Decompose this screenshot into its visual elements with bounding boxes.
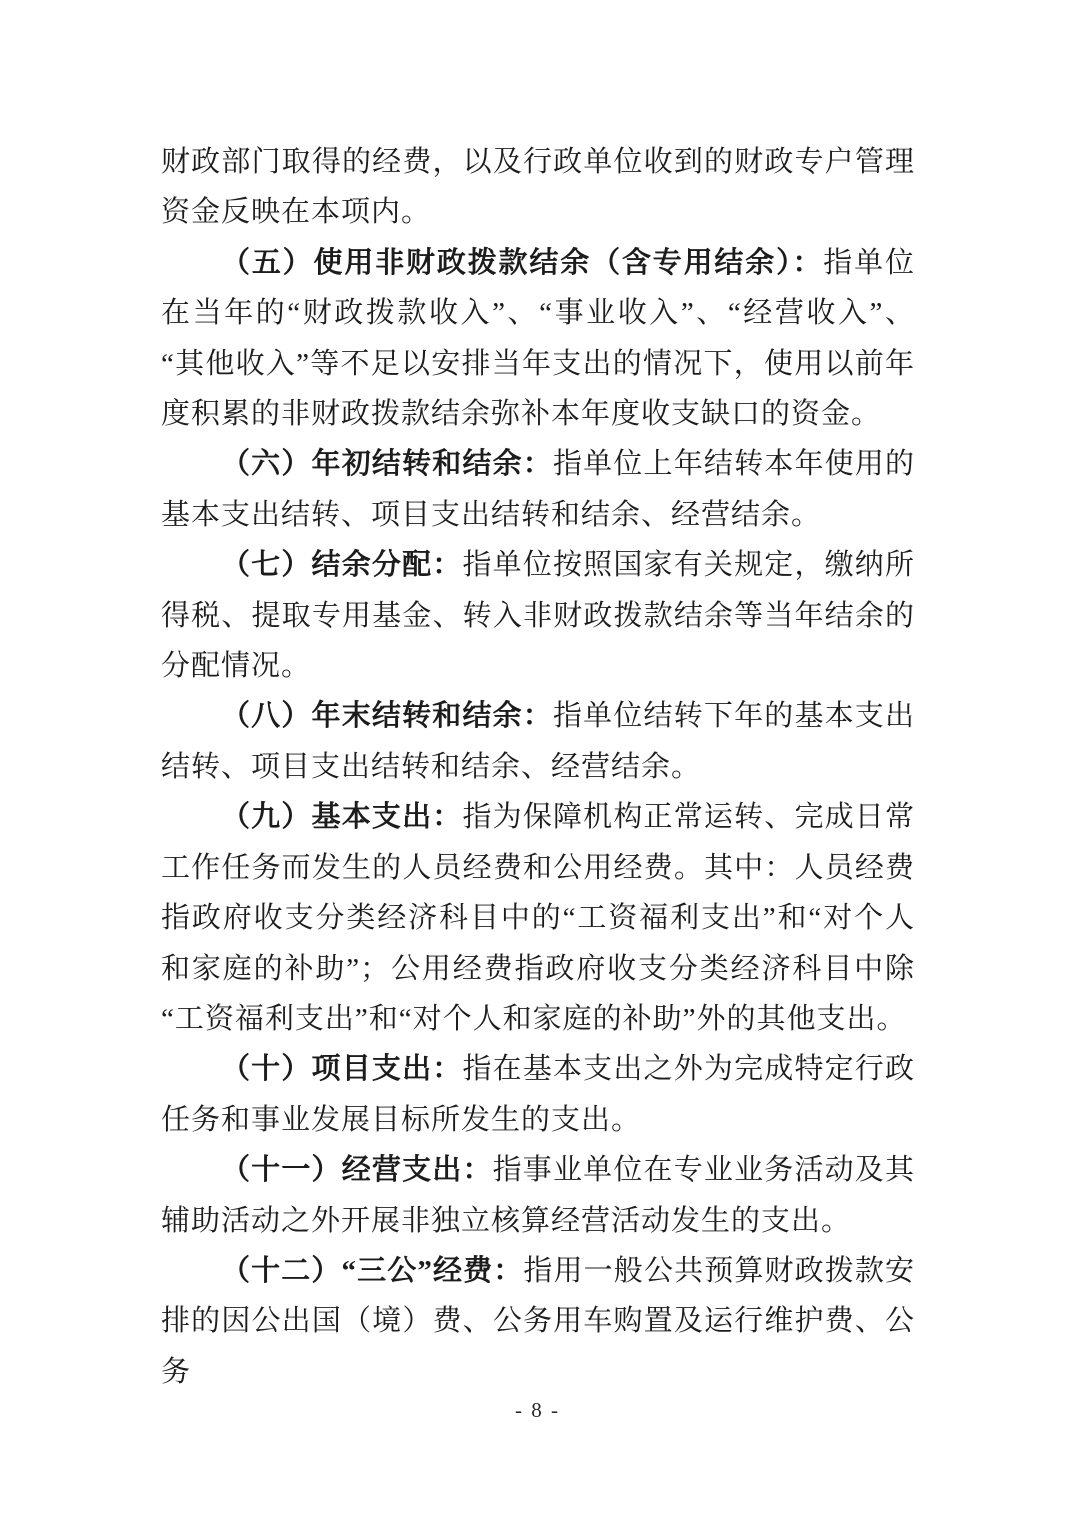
paragraph-text: 指单位按照国家有关规定，缴纳所得税、提取专用基金、转入非财政拨款结余等当年结余的分配情况。 xyxy=(161,549,915,683)
paragraph-text: 财政部门取得的经费，以及行政单位收到的财政专户管理资金反映在本项内。 xyxy=(161,146,915,229)
document-body xyxy=(161,137,915,1397)
paragraph xyxy=(161,792,915,1044)
paragraph-text: 指事业单位在专业业务活动及其辅助活动之外开展非独立核算经营活动发生的支出。 xyxy=(161,1154,915,1237)
paragraph xyxy=(161,1145,915,1246)
paragraph-lead: （十二）“三公”经费： xyxy=(221,1254,524,1287)
page-number: - 8 - xyxy=(515,1398,560,1422)
paragraph-text: 指单位结转下年的基本支出结转、项目支出结转和结余、经营结余。 xyxy=(161,700,915,783)
paragraph-text: 指单位在当年的“财政拨款收入”、“事业收入”、“经营收入”、“其他收入”等不足以安排当年支出的情况下，使用以前年度积累的非财政拨款结余弥补本年度收支缺口的资金。 xyxy=(161,246,915,431)
paragraph-lead: （五）使用非财政拨款结余（含专用结余）： xyxy=(221,246,824,279)
paragraph xyxy=(161,439,915,540)
paragraph-text: 指用一般公共预算财政拨款安排的因公出国（境）费、公务用车购置及运行维护费、公务 xyxy=(161,1254,915,1388)
paragraph-text: 指在基本支出之外为完成特定行政任务和事业发展目标所发生的支出。 xyxy=(161,1053,915,1136)
paragraph-lead: （八）年末结转和结余： xyxy=(221,700,553,733)
paragraph xyxy=(161,540,915,691)
paragraph-lead: （六）年初结转和结余： xyxy=(221,448,553,481)
paragraph xyxy=(161,137,915,238)
paragraph xyxy=(161,691,915,792)
paragraph xyxy=(161,238,915,440)
paragraph xyxy=(161,1044,915,1145)
paragraph-lead: （七）结余分配： xyxy=(221,549,463,582)
paragraph-lead: （九）基本支出： xyxy=(221,801,463,834)
paragraph-lead: （十）项目支出： xyxy=(221,1053,463,1086)
paragraph-text: 指单位上年结转本年使用的基本支出结转、项目支出结转和结余、经营结余。 xyxy=(161,448,915,531)
paragraph-text: 指为保障机构正常运转、完成日常工作任务而发生的人员经费和公用经费。其中：人员经费指政府收支分类经济科目中的“工资福利支出”和“对个人和家庭的补助”；公用经费指政府收支分类经济科目中除“工资福利支出”和“对个人和家庭的补助”外的其他支出。 xyxy=(161,801,915,1035)
paragraph-lead: （十一）经营支出： xyxy=(221,1154,493,1187)
paragraph xyxy=(161,1246,915,1397)
